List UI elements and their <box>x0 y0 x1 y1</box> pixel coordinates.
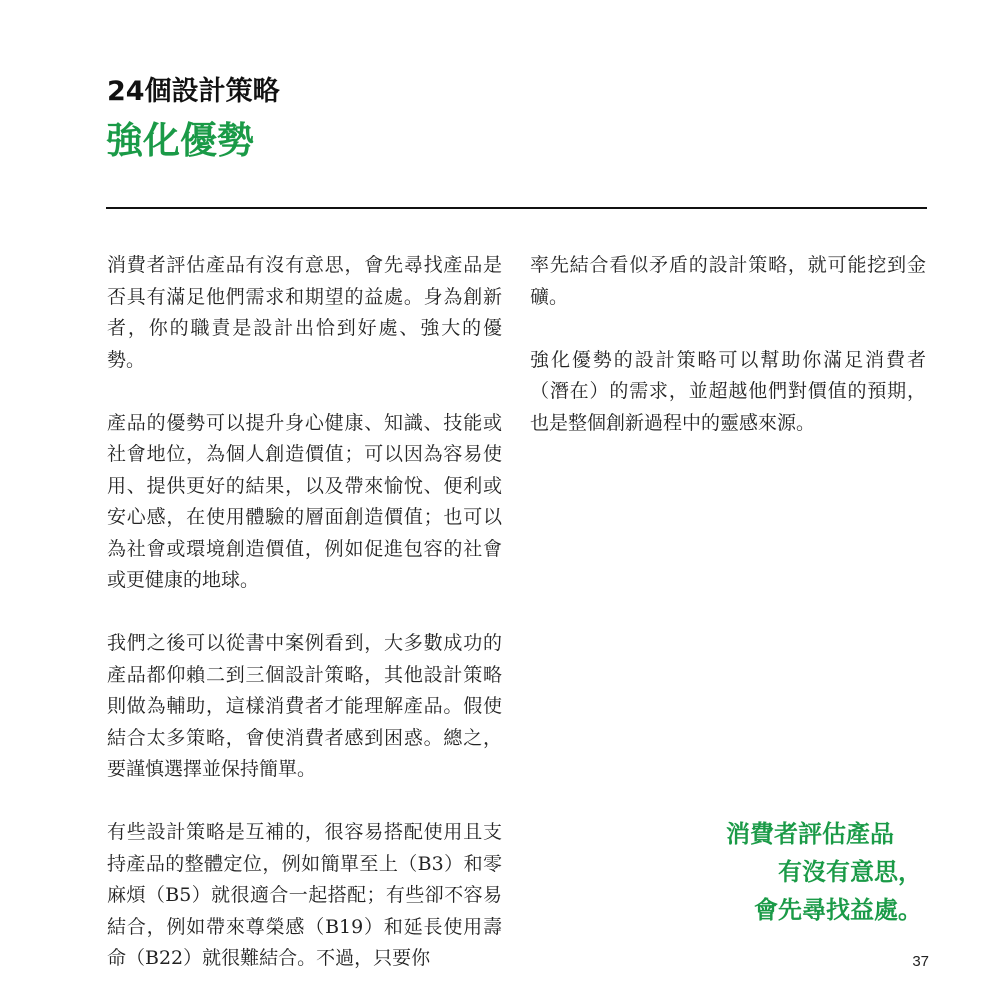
pull-quote-line: 會先尋找益處。 <box>754 896 922 924</box>
pull-quote-line: 消費者評估產品 <box>726 820 894 848</box>
body-paragraph: 強化優勢的設計策略可以幫助你滿足消費者（潛在）的需求，並超越他們對價值的預期，也是整個創新過程中的靈感來源。 <box>530 348 926 434</box>
body-paragraph: 我們之後可以從書中案例看到，大多數成功的產品都仰賴二到三個設計策略，其他設計策略則做為輔助，這樣消費者才能理解產品。假使結合太多策略，會使消費者感到困惑。總之，要謹慎選擇並保持簡單。 <box>107 632 502 780</box>
body-column-left <box>107 250 502 1006</box>
pull-quote-line: 有沒有意思， <box>778 858 922 886</box>
page-title: 強化優勢 <box>106 119 254 162</box>
page-number: 37 <box>912 953 929 970</box>
body-paragraph: 消費者評估產品有沒有意思，會先尋找產品是否具有滿足他們需求和期望的益處。身為創新者，你的職責是設計出恰到好處、強大的優勢。 <box>107 254 502 371</box>
section-kicker: 24個設計策略 <box>107 76 280 107</box>
body-paragraph: 率先結合看似矛盾的設計策略，就可能挖到金礦。 <box>530 254 926 308</box>
title-divider <box>106 207 927 209</box>
pull-quote <box>726 815 922 929</box>
body-paragraph: 有些設計策略是互補的，很容易搭配使用且支持產品的整體定位，例如簡單至上（B3）和零麻煩（B5）就很適合一起搭配；有些卻不容易結合，例如帶來尊榮感（B19）和延長使用壽命（B22）就很難結合。不過，只要你 <box>107 821 502 969</box>
body-column-right <box>530 250 926 471</box>
body-paragraph: 產品的優勢可以提升身心健康、知識、技能或社會地位，為個人創造價值；可以因為容易使用、提供更好的結果，以及帶來愉悅、便利或安心感，在使用體驗的層面創造價值；也可以為社會或環境創造價值，例如促進包容的社會或更健康的地球。 <box>107 411 502 591</box>
